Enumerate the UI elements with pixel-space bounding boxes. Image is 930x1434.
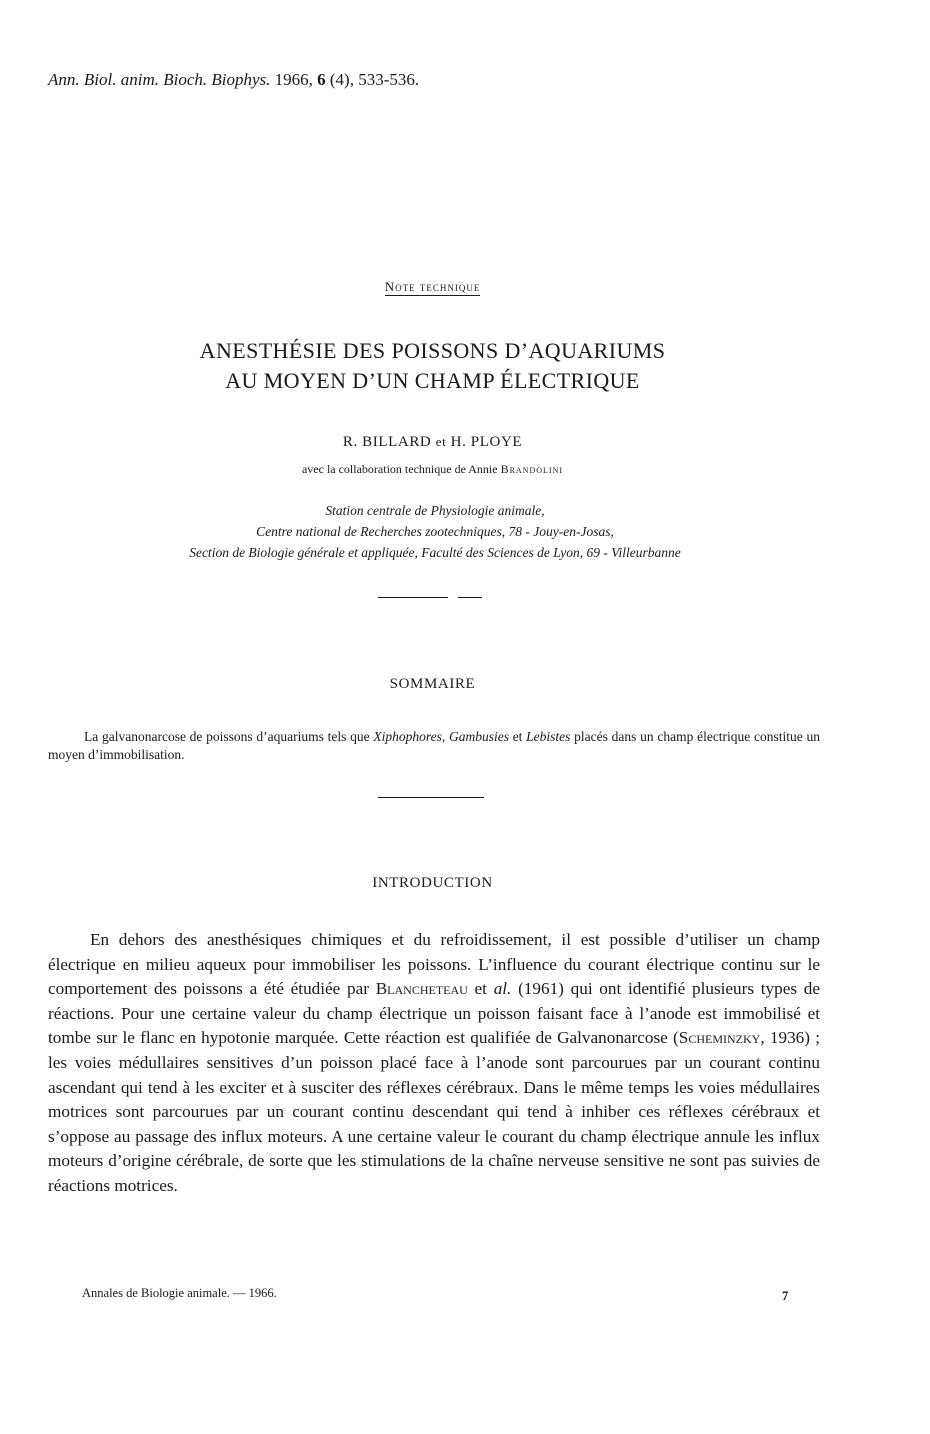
title-line-1: ANESTHÉSIE DES POISSONS D’AQUARIUMS [199,338,666,363]
affiliations [0,500,870,563]
author-1: R. BILLARD [342,434,432,450]
author-2: H. PLOYE [450,434,523,450]
cited-author: Scheminzky [678,1028,761,1048]
affiliation-line: Centre national de Recherches zootechniques, 78 - Jouy-en-Josas, [256,524,614,539]
journal-name: Ann. Biol. anim. Bioch. Biophys. [48,70,271,89]
species-name: Xiphophores [373,729,442,744]
separator-rule [378,597,448,598]
introduction-heading: INTRODUCTION [372,875,493,891]
journal-volume: 6 [317,70,326,89]
separator-rule [458,597,482,598]
author-line [0,434,865,451]
article-title [0,336,865,396]
section-label: Note technique [384,279,481,294]
page-number: 7 [782,1289,789,1303]
journal-citation [48,70,419,90]
summary-paragraph: La galvanonarcose de poissons d’aquariums tels que Xiphophores, Gambusies et Lebistes placés dans un champ électrique constitue un moyen d’immobilisation. [48,729,821,762]
author-conjunction: et [435,434,447,449]
collaboration-line [0,462,865,477]
page-footer: Annales de Biologie animale. — 1966. [82,1286,277,1300]
separator-rule [378,797,484,798]
affiliation-line: Section de Biologie générale et appliquée, Faculté des Sciences de Lyon, 69 - Villeurbanne [189,545,681,560]
introduction-paragraph: En dehors des anesthésiques chimiques et du refroidissement, il est possible d’utiliser un champ électrique en milieu aqueux pour immobiliser les poissons. L’influence du courant électrique continu sur le comportement des poissons a été étudiée par Blancheteau et al. (1961) qui ont identifié plusieurs types de réactions. Pour une certaine valeur du champ électrique un poisson faisant face à l’anode est immobilisé et tombe sur le flanc en hypotonie marquée. Cette réaction est qualifiée de Galvanonarcose (Scheminzky, 1936) ; les voies médullaires sensitives d’un poisson placé face à l’anode sont parcourues par un courant continu ascendant qui tend à les exciter et à susciter des réflexes cérébraux. Dans le même temps les voies médullaires motrices sont parcourues par un courant continu descendant qui tend à inhiber ces réflexes cérébraux et s’oppose au passage des influx moteurs. A une certaine valeur le courant du champ électrique annule les influx moteurs d’origine cérébrale, de sorte que les stimulations de la chaîne nerveuse sensitive ne sont pas suivies de réactions motrices. [48,930,820,1195]
species-name: Gambusies [448,729,509,744]
species-name: Lebistes [526,729,571,744]
summary-heading: SOMMAIRE [389,676,476,692]
title-line-2: AU MOYEN D’UN CHAMP ÉLECTRIQUE [225,368,640,393]
journal-issue-pages: (4), 533-536. [329,70,420,89]
collaborator-name: Brandolini [500,462,564,476]
journal-year: 1966, [274,70,313,89]
collaboration-text: avec la collaboration technique de Annie [301,462,498,476]
affiliation-line: Station centrale de Physiologie animale, [325,503,545,518]
cited-author: Blancheteau [375,979,468,999]
